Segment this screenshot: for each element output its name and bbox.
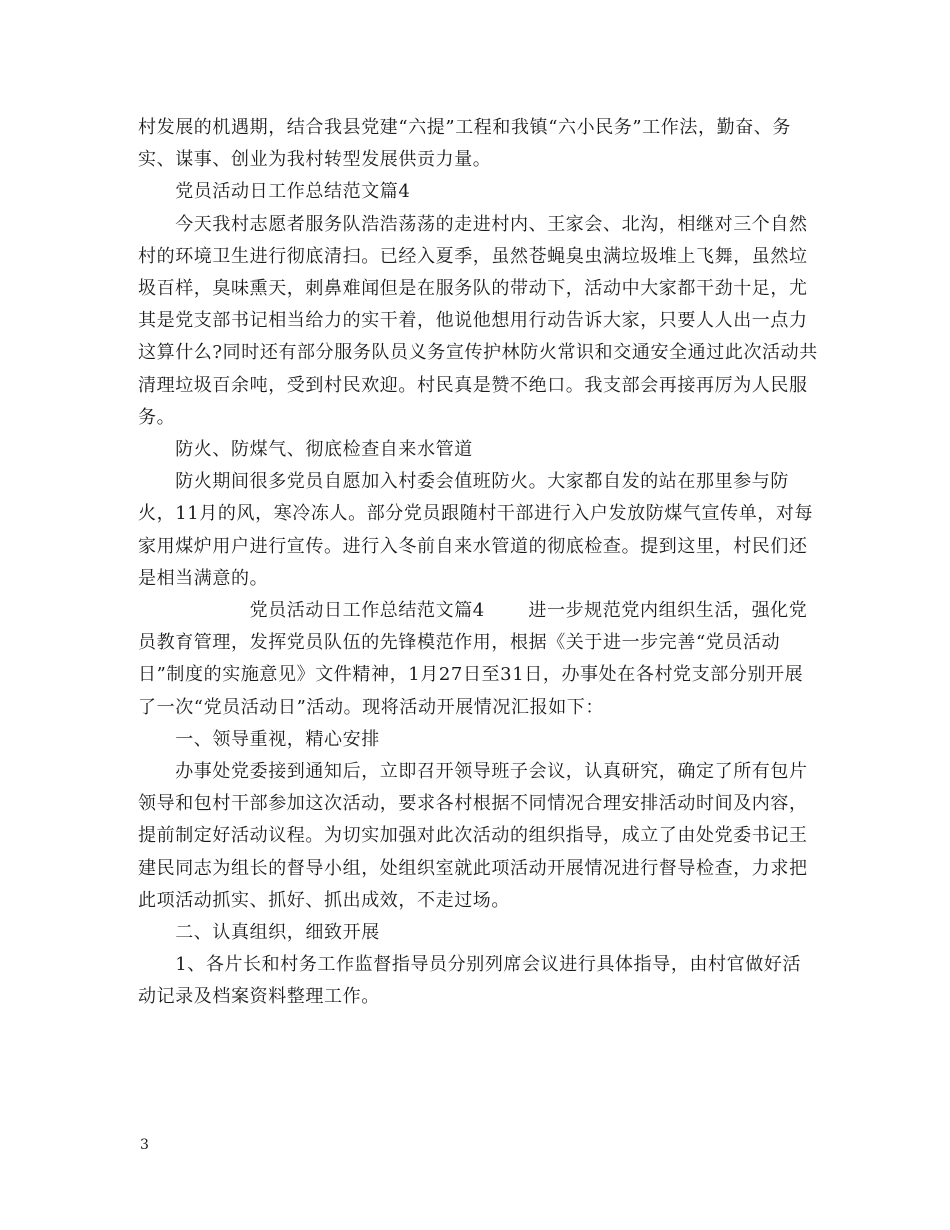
page-number: 3: [140, 1137, 149, 1153]
heading-article-4: 党员活动日工作总结范文篇4: [138, 181, 411, 203]
heading-organization: 二、认真组织，细致开展: [138, 922, 380, 944]
paragraph-item-1: 1、各片长和村务工作监督指导员分别列席会议进行具体指导，由村官做好活动记录及档案资料整理工作。: [138, 954, 802, 1008]
heading-fire-gas-water: 防火、防煤气、彻底检查自来水管道: [138, 439, 473, 461]
paragraph-continuation: 村发展的机遇期，结合我县党建“六提”工程和我镇“六小民务”工作法，勤奋、务实、谋事、创业为我村转型发展供贡力量。: [138, 117, 792, 171]
paragraph-volunteer-cleanup: 今天我村志愿者服务队浩浩荡荡的走进村内、王家会、北沟，相继对三个自然村的环境卫生进行彻底清扫。已经入夏季，虽然苍蝇臭虫满垃圾堆上飞舞，虽然垃圾百样，臭味熏天，刺鼻难闻但是在服务队的带动下，活动中大家都干劲十足，尤其是党支部书记相当给力的实干着，他说他想用行动告诉大家，只要人人出一点力这算什么?同时还有部分服务队员义务宣传护林防火常识和交通安全通过此次活动共清理垃圾百余吨，受到村民欢迎。村民真是赞不绝口。我支部会再接再厉为人民服务。: [138, 213, 818, 428]
paragraph-fire-prevention: 防火期间很多党员自愿加入村委会值班防火。大家都自发的站在那里参与防火，11月的风，寒冷冻人。部分党员跟随村干部进行入户发放防煤气宣传单，对每家用煤炉用户进行宣传。进行入冬前自来水管道的彻底检查。提到这里，村民们还是相当满意的。: [138, 471, 814, 589]
heading-leadership: 一、领导重视，精心安排: [138, 728, 380, 750]
paragraph-leadership: 办事处党委接到通知后，立即召开领导班子会议，认真研究，确定了所有包片领导和包村干部参加这次活动，要求各村根据不同情况合理安排活动时间及内容，提前制定好活动议程。为切实加强对此次活动的组织指导，成立了由处党委书记王建民同志为组长的督导小组，处组织室就此项活动开展情况进行督导检查，力求把此项活动抓实、抓好、抓出成效，不走过场。: [138, 761, 808, 911]
document-body: [138, 112, 818, 1014]
paragraph-activity-day-intro: 党员活动日工作总结范文篇4 进一步规范党内组织生活，强化党员教育管理，发挥党员队伍的先锋模范作用，根据《关于进一步完善“党员活动日”制度的实施意见》文件精神，1月27日至31日，办事处在各村党支部分别开展了一次“党员活动日”活动。现将活动开展情况汇报如下：: [138, 600, 808, 718]
